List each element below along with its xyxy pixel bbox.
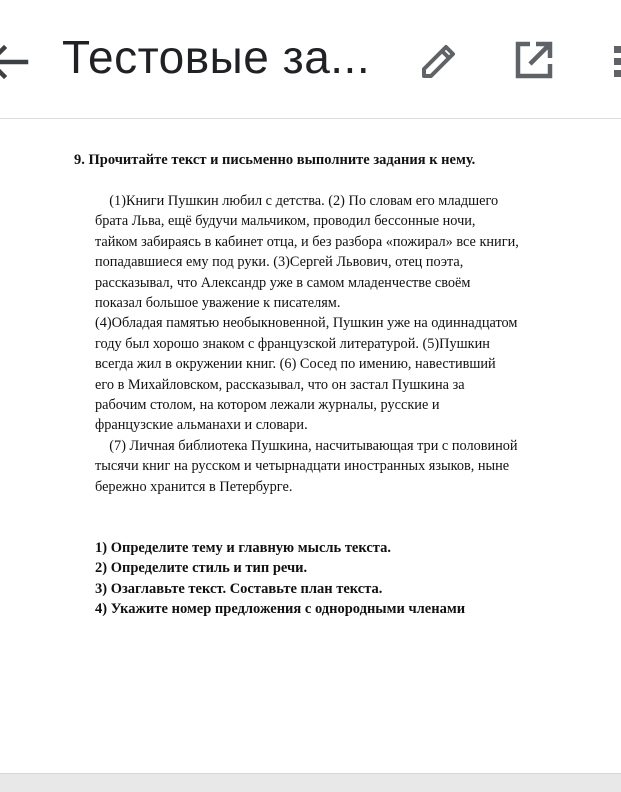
back-button[interactable] bbox=[0, 42, 30, 82]
passage-line: попадавшиеся ему под руки. (3)Сергей Львович, отец поэта, bbox=[95, 254, 464, 271]
passage-line: всегда жил в окружении книг. (6) Сосед по имению, навестивший bbox=[95, 356, 496, 373]
task-item: 3) Озаглавьте текст. Составьте план текста. bbox=[95, 580, 383, 597]
arrow-left-icon bbox=[0, 42, 30, 82]
task-item: 2) Определите стиль и тип речи. bbox=[95, 560, 308, 577]
task-list bbox=[95, 538, 465, 620]
passage-line: брата Льва, ещё будучи мальчиком, проводил бессонные ночи, bbox=[95, 213, 476, 230]
passage-line: тайком забираясь в кабинет отца, и без разбора «пожирал» все книги, bbox=[95, 233, 519, 250]
task-item: 4) Укажите номер предложения с однородными членами bbox=[95, 601, 466, 618]
more-options-button[interactable] bbox=[606, 40, 621, 84]
passage-line: показал большое уважение к писателям. bbox=[95, 295, 341, 312]
app-bar bbox=[0, 0, 621, 119]
question-heading: 9. Прочитайте текст и письменно выполните задания к нему. bbox=[74, 152, 476, 168]
passage-line: тысячи книг на русском и четырнадцати иностранных языков, ныне bbox=[95, 458, 510, 475]
open-in-new-icon bbox=[512, 38, 556, 82]
passage-line: бережно хранится в Петербурге. bbox=[95, 478, 293, 495]
more-vert-icon bbox=[606, 40, 621, 84]
passage-line: французские альманахи и словари. bbox=[95, 417, 308, 434]
page-title: Тестовые за... bbox=[62, 31, 371, 83]
edit-button[interactable] bbox=[418, 40, 460, 82]
passage-line: (7) Личная библиотека Пушкина, насчитывающая три с половиной bbox=[95, 437, 518, 454]
pencil-icon bbox=[418, 40, 460, 82]
passage-text bbox=[95, 191, 565, 497]
passage-line: году был хорошо знаком с французской литературой. (5)Пушкин bbox=[95, 335, 490, 352]
open-in-new-button[interactable] bbox=[512, 38, 556, 82]
passage-line: рассказывал, что Александр уже в самом младенчестве своём bbox=[95, 274, 471, 291]
passage-line: (1)Книги Пушкин любил с детства. (2) По словам его младшего bbox=[95, 193, 499, 209]
passage-line: рабочим столом, на котором лежали журналы, русские и bbox=[95, 397, 440, 414]
passage-line: его в Михайловском, рассказывал, что он застал Пушкина за bbox=[95, 376, 465, 393]
bottom-edge bbox=[0, 773, 621, 792]
task-item: 1) Определите тему и главную мысль текста. bbox=[95, 540, 391, 556]
passage-line: (4)Обладая памятью необыкновенной, Пушкин уже на одиннадцатом bbox=[95, 315, 518, 332]
